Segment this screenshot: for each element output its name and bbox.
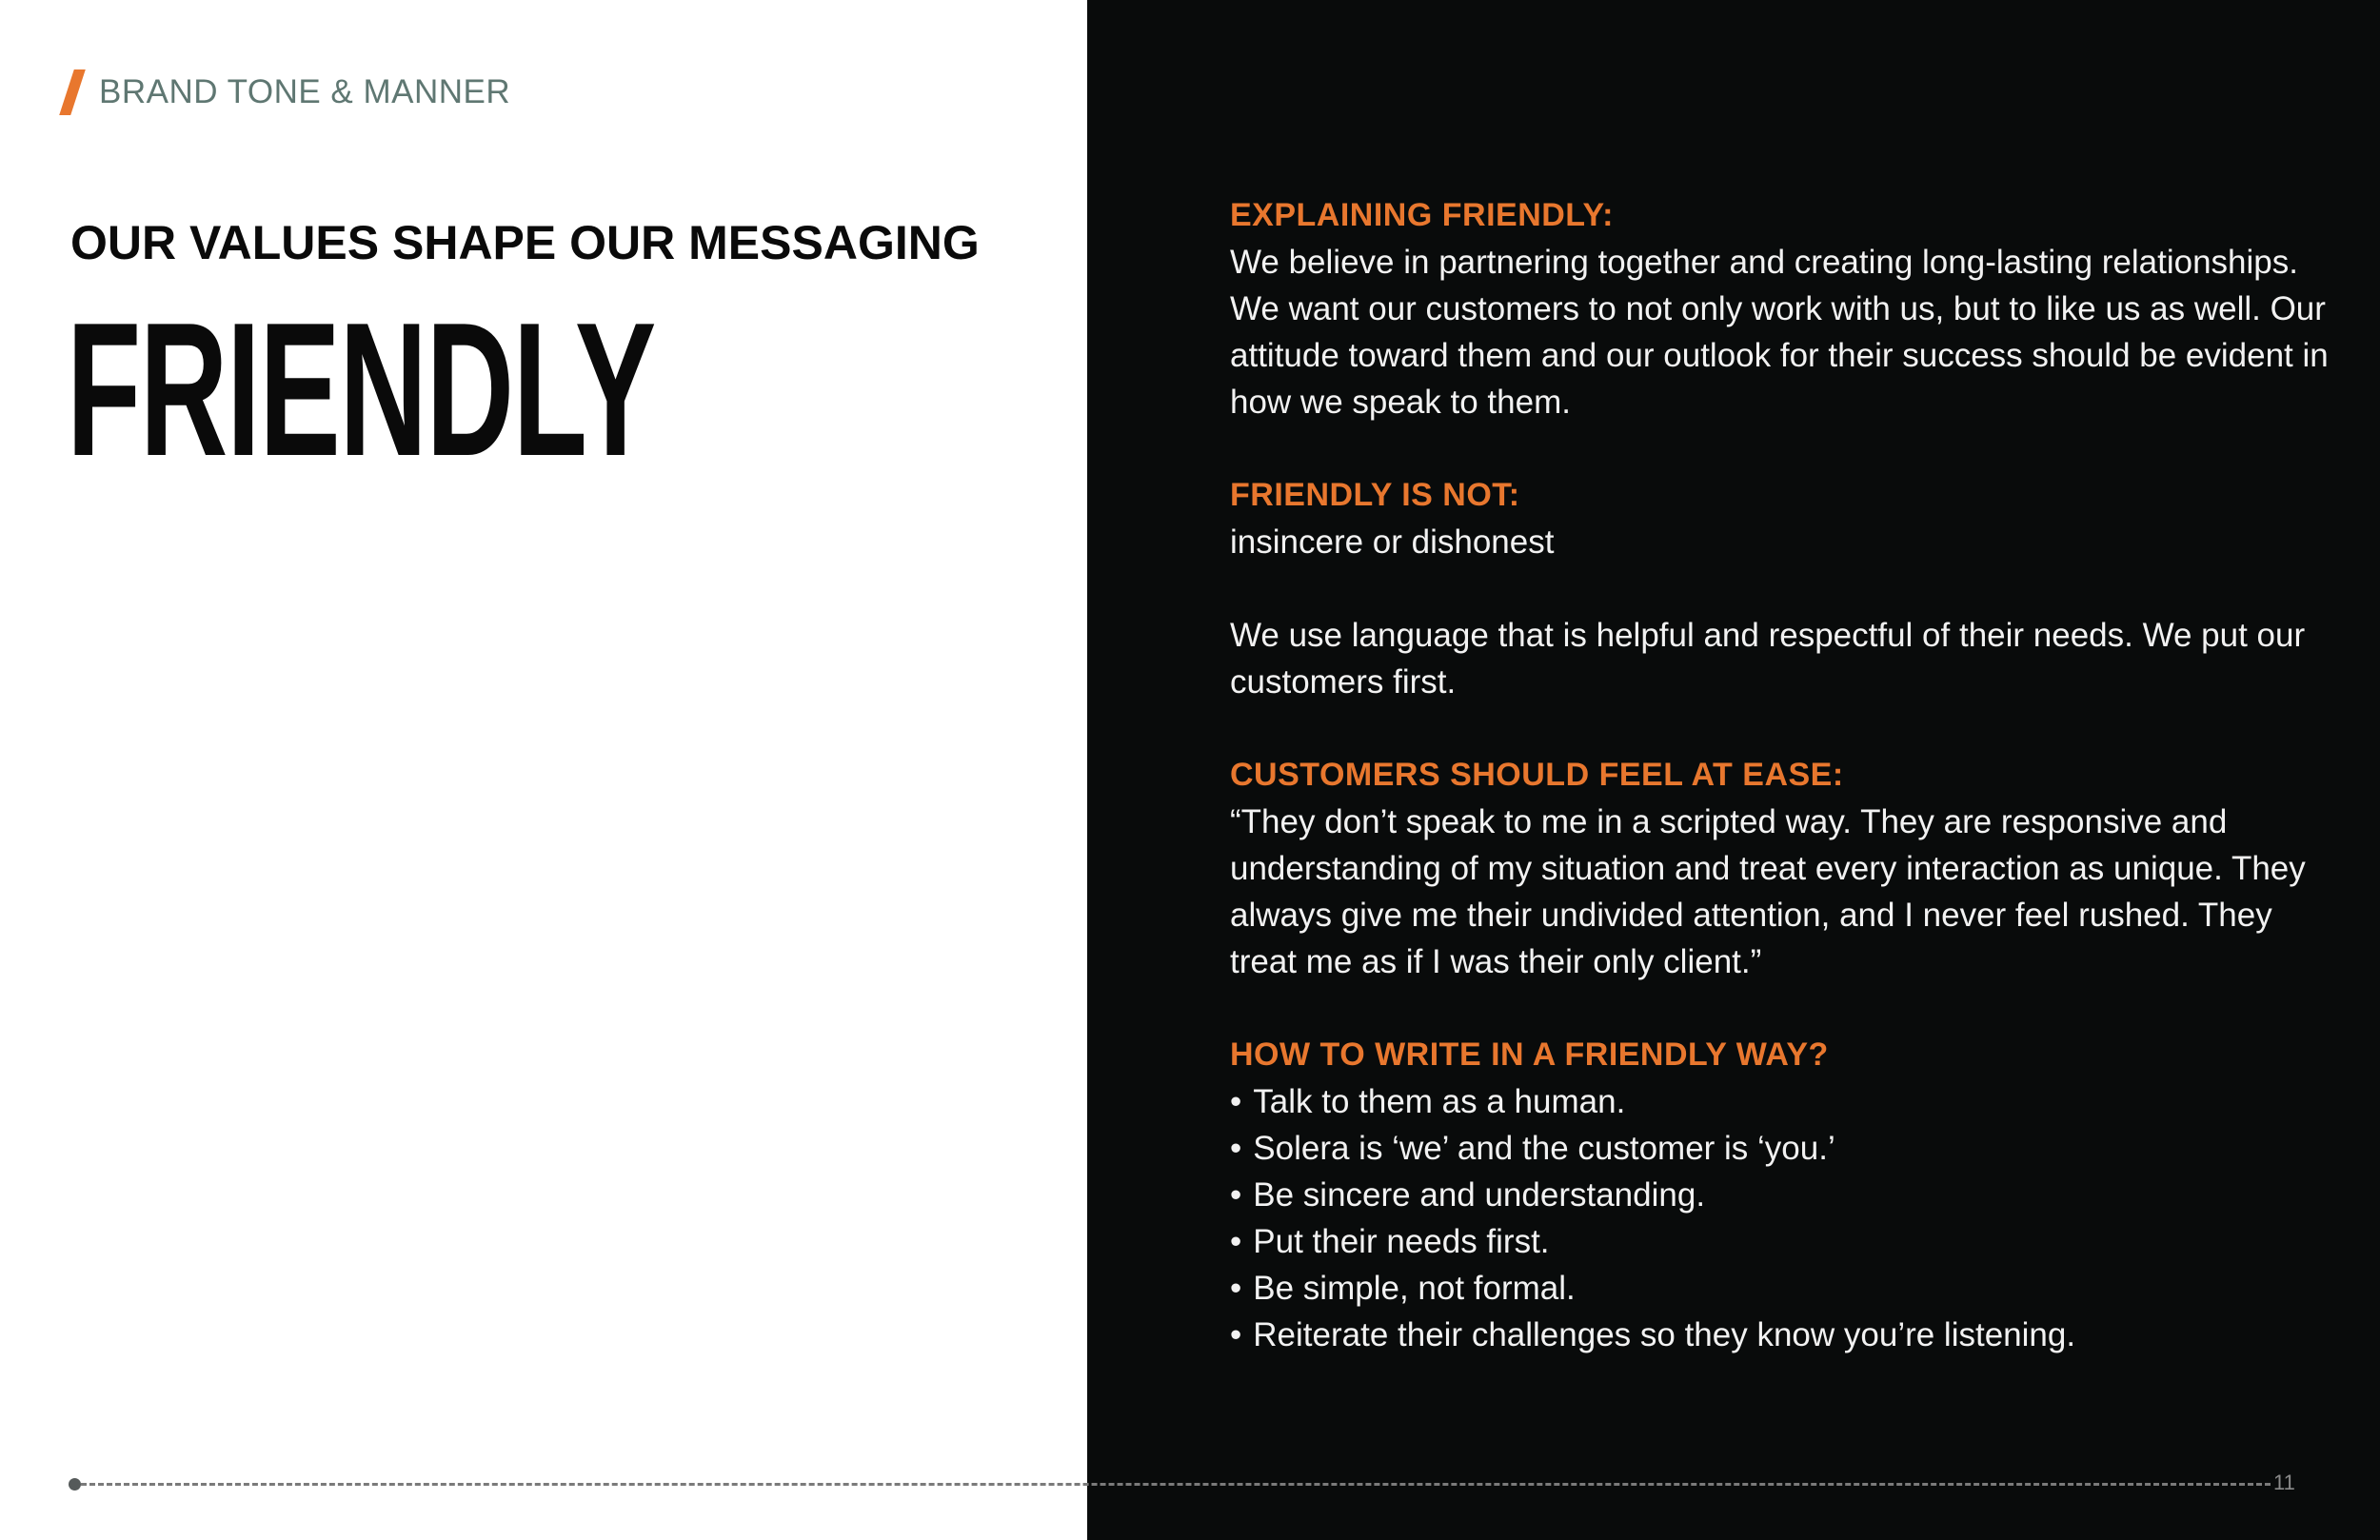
explaining-block: [1230, 192, 2334, 425]
how-to-heading: HOW TO WRITE IN A FRIENDLY WAY?: [1230, 1037, 1829, 1073]
slash-icon: [59, 69, 86, 115]
section-header: [67, 69, 510, 116]
how-to-list: [1230, 1078, 2334, 1358]
left-panel: [0, 0, 1087, 1540]
list-item: • Talk to them as a human.: [1230, 1078, 2334, 1125]
list-item: • Reiterate their challenges so they know you’re listening.: [1230, 1312, 2334, 1358]
at-ease-quote: “They don’t speak to me in a scripted way. They are responsive and understanding of my situation and treat every interaction as unique. They always give me their undivided attention, and I never feel rushed. They treat me as if I was their only client.”: [1230, 803, 2306, 980]
list-item: • Be simple, not formal.: [1230, 1265, 2334, 1312]
page-title-text: FRIENDLY: [67, 284, 656, 496]
page-number: 11: [2273, 1471, 2295, 1494]
is-not-body: insincere or dishonest: [1230, 523, 1555, 561]
footer-divider: [81, 1483, 2271, 1486]
is-not-block: [1230, 472, 2334, 565]
footer-dot-icon: [69, 1478, 81, 1491]
page-subheading: OUR VALUES SHAPE OUR MESSAGING: [70, 216, 980, 269]
language-block: [1230, 612, 2334, 705]
list-item: • Put their needs first.: [1230, 1218, 2334, 1265]
is-not-heading: FRIENDLY IS NOT:: [1230, 477, 1520, 513]
section-label: BRAND TONE & MANNER: [99, 73, 511, 110]
content-column: [1230, 192, 2334, 1405]
language-body: We use language that is helpful and respectful of their needs. We put our customers first.: [1230, 617, 2306, 701]
explaining-heading: EXPLAINING FRIENDLY:: [1230, 197, 1614, 233]
how-to-block: [1230, 1032, 2334, 1358]
at-ease-block: [1230, 752, 2334, 985]
list-item: • Be sincere and understanding.: [1230, 1172, 2334, 1218]
list-item: • Solera is ‘we’ and the customer is ‘you.’: [1230, 1125, 2334, 1172]
explaining-body: We believe in partnering together and creating long-lasting relationships. We want our customers to not only work with us, but to like us as well. Our attitude toward them and our outlook for their success should be evident in how we speak to them.: [1230, 244, 2329, 421]
at-ease-heading: CUSTOMERS SHOULD FEEL AT EASE:: [1230, 757, 1844, 793]
page-title: [67, 284, 657, 496]
